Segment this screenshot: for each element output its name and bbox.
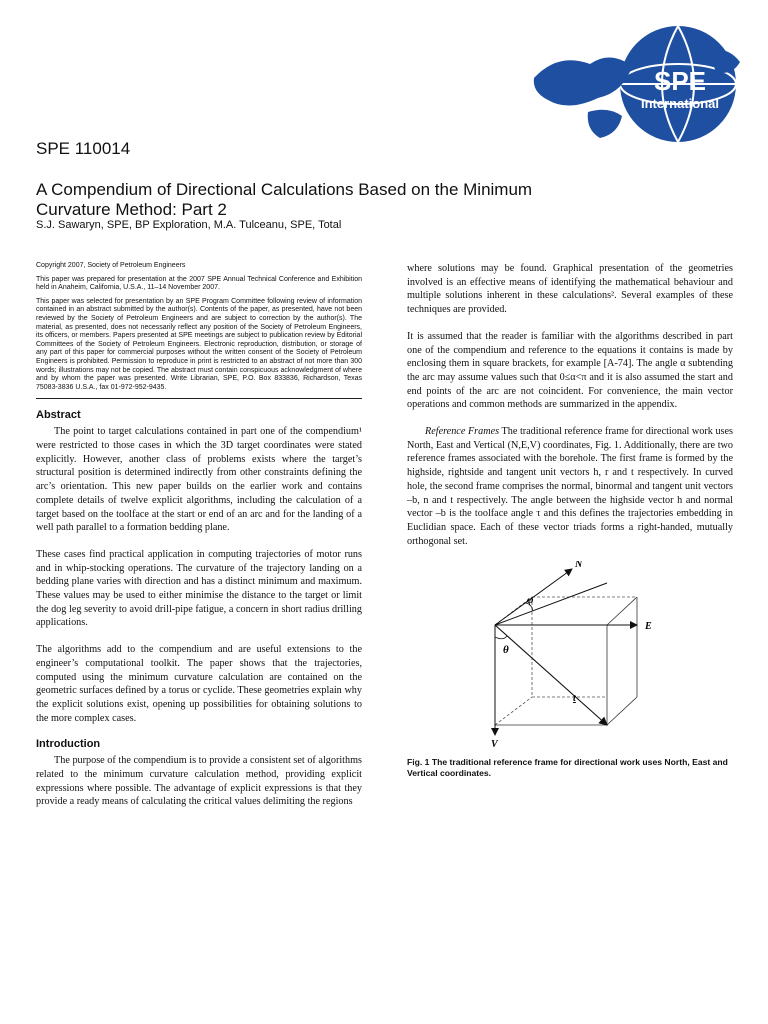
reference-frames-text: The traditional reference frame for directional work uses North, East and Vertical (N,E,V) coordinates, Fig. 1. Additionally, there are two reference frames associated with the borehole. The first frame is formed by the highside, rightside and tangent unit vectors h, r and t respectively. In curved hole, the second frame comprises the normal, binormal and tangent unit vectors –b, n and t respectively. The angle between the highside vector h and normal vector –b is the toolface angle τ and this defines the trajectories embedding in Euclidian space. Each of these vector triads forms a right-handed, mutually orthogonal set.: [407, 426, 733, 547]
divider: [36, 398, 362, 399]
phi-label: φ: [527, 594, 534, 607]
solid-box: [495, 597, 637, 725]
reference-frame-figure: [477, 561, 667, 751]
figure-caption: Fig. 1 The traditional reference frame for directional work uses North, East and Vertical coordinates.: [407, 757, 728, 779]
north-label: N: [575, 561, 583, 571]
abstract-paragraph: The algorithms add to the compendium and are useful extensions to the engineer’s computational toolkit. The paper shows that the trajectories, computed using the minimum curvature calculation are contained on the geometric surfaces defined by a torus or cyclide. These geometries explain why the explicit solutions exist, opening up possibilities for obtaining solutions to the more complex cases.: [36, 644, 362, 724]
introduction-paragraph: It is assumed that the reader is familiar with the algorithms described in part one of the compendium and reference to the equations it contains is made by enclosing them in square brackets, for example [A-74]. The angle α subtending the arc may assume values such that 0≤α<π and it is also assumed the start and end points of the arc are not coincident. For convenience, the main vector operations and common methods are summarized in the appendix.: [407, 330, 733, 411]
introduction-paragraph-continued: where solutions may be found. Graphical presentation of the geometries involved is an effective means of identifying the mathematical behaviour and multiple solutions inherent in these calculations². Several examples of these techniques are provided.: [407, 263, 733, 316]
authors: S.J. Sawaryn, SPE, BP Exploration, M.A. Tulceanu, SPE, Total: [36, 219, 342, 231]
azimuth-line: [495, 583, 607, 625]
abstract-paragraph: These cases find practical application in computing trajectories of motor runs and in whip-stocking operations. The curvature of the trajectory landing on a bedding plane varies with direction and has a distinct minimum and maximum. These values may be used to either minimise the distance to the target or limit the dog leg severity to avoid drill-pipe fatigue, a concern in short radius drilling applications.: [36, 548, 362, 629]
copyright-line: Copyright 2007, Society of Petroleum Engineers: [36, 262, 186, 269]
paper-number: SPE 110014: [36, 139, 131, 158]
logo-spe-text: SPE: [653, 66, 707, 96]
vertical-label: V: [491, 739, 498, 751]
tangent-label: t: [573, 693, 576, 705]
north-axis: [495, 569, 572, 625]
conference-note: This paper was prepared for presentation at the 2007 SPE Annual Technical Conference and Exhibition held in Anaheim, California, U.S.A., 11–14 November 2007.: [36, 275, 362, 292]
right-column: [407, 262, 733, 779]
theta-label: θ: [503, 644, 509, 657]
dashed-box: [495, 597, 637, 725]
tangent-vector: [495, 625, 607, 725]
introduction-heading: Introduction: [36, 738, 101, 751]
theta-arc: [495, 636, 507, 639]
review-notice: This paper was selected for presentation by an SPE Program Committee following review of information contained in an abstract submitted by the author(s). Contents of the paper, as presented, have not been reviewed by the Society of Petroleum Engineers and are subject to correction by the author(s). The material, as presented, does not necessarily reflect any position of the Society of Petroleum Engineers, its officers, or members. Papers presented at SPE meetings are subject to publication review by Editorial Committees of the Society of Petroleum Engineers. Electronic reproduction, distribution, or storage of any part of this paper for commercial purposes without the written consent of the Society of Petroleum Engineers is prohibited. Permission to reproduce in print is restricted to an abstract of not more than 300 words; illustrations may not be copied. The abstract must contain conspicuous acknowledgment of where and by whom the paper was presented. Write Librarian, SPE, P.O. Box 833836, Richardson, Texas 75083-3836 U.S.A., fax 01-972-952-9435.: [36, 297, 362, 391]
reference-frames-paragraph: [407, 425, 733, 548]
reference-frames-runin: Reference Frames: [425, 426, 500, 438]
east-label: E: [645, 621, 652, 633]
abstract-paragraph: The point to target calculations contained in part one of the compendium¹ were restricted to those cases in which the 3D target coordinates were stated explicitly. However, another class of problems exists where the target’s structural position is determined indirectly from other constraints defining the arc’s orientation. This new paper builds on the earlier work and contains complete details of twelve explicit algorithms, including the calculation of a target based on the toolface at the start or end of an arc and for the landing of a well path parallel to a formation bedding plane.: [36, 426, 362, 534]
introduction-paragraph: The purpose of the compendium is to provide a consistent set of algorithms related to the minimum curvature calculation method, providing explicit expressions where possible. The advantage of explicit expressions is that they provide a ready means of calculating the critical values delimiting the regions: [36, 755, 362, 808]
spe-international-logo: [528, 20, 744, 148]
paper-title: A Compendium of Directional Calculations Based on the Minimum Curvature Method: Part 2: [36, 180, 533, 219]
logo-international-text: International: [640, 96, 720, 111]
left-column: [36, 262, 362, 822]
abstract-heading: Abstract: [36, 409, 81, 422]
